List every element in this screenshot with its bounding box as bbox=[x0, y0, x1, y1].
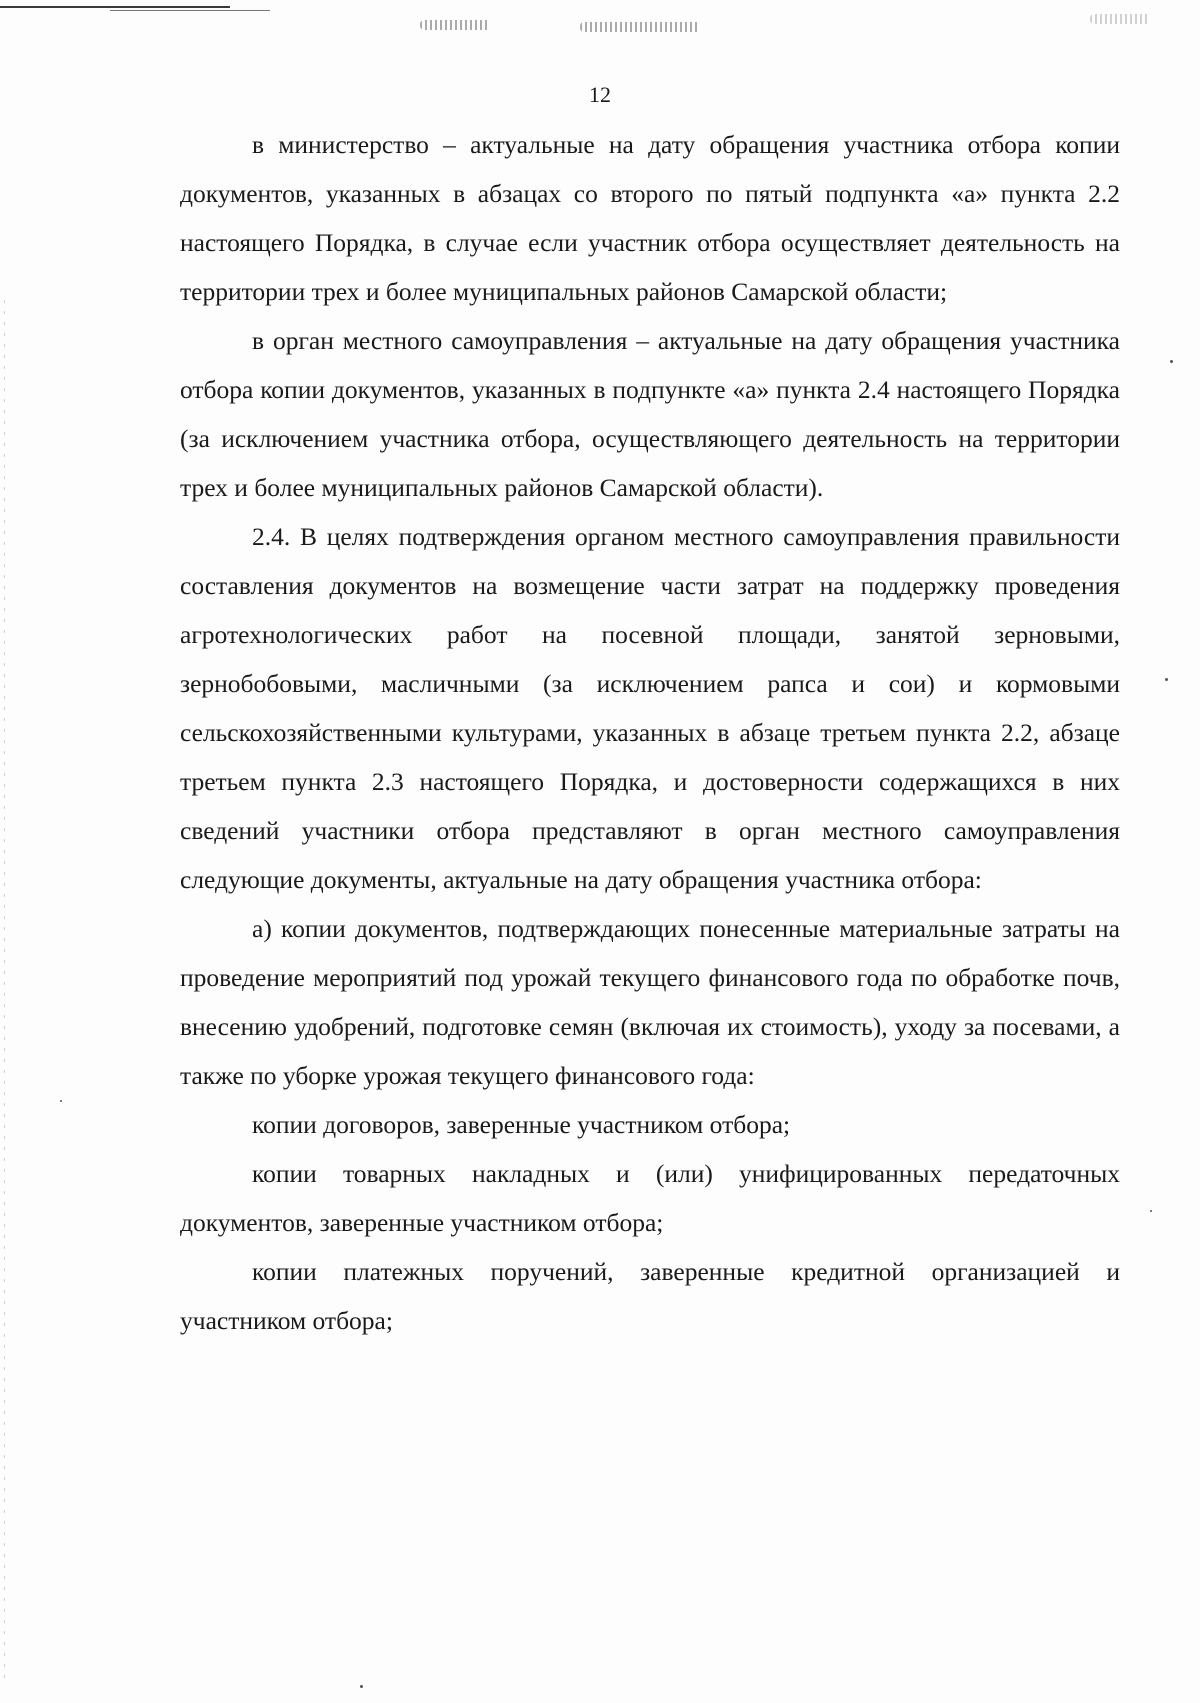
paragraph: в министерство – актуальные на дату обращения участника отбора копии документов, указанных в абзацах со второго по пятый подпункта «а» пункта 2.2 настоящего Порядка, в случае если участник отбора осуществляет деятельность на территории трех и более муниципальных районов Самарской области; bbox=[180, 130, 1120, 306]
paragraph: 2.4. В целях подтверждения органом местного самоуправления правильности составления документов на возмещение части затрат на поддержку проведения агротехнологических работ на посевной площади, занятой зерновыми, зернобобовыми, масличными (за исключением рапса и сои) и кормовыми сельскохозяйственными культурами, указанных в абзаце третьем пункта 2.2, абзаце третьем пункта 2.3 настоящего Порядка, и достоверности содержащихся в них сведений участники отбора представляют в орган местного самоуправления следующие документы, актуальные на дату обращения участника отбора: bbox=[180, 522, 1120, 894]
page-number: 12 bbox=[589, 82, 611, 107]
paragraph: копии платежных поручений, заверенные кредитной организацией и участником отбора; bbox=[180, 1257, 1120, 1335]
scan-artifact-smudge bbox=[420, 20, 490, 30]
scan-artifact-speck bbox=[1150, 1210, 1152, 1212]
scan-artifact-speck bbox=[1170, 360, 1173, 363]
scan-artifact-line bbox=[110, 10, 270, 11]
scan-artifact-edge bbox=[4, 300, 5, 1680]
paragraph: а) копии документов, подтверждающих понесенные материальные затраты на проведение мероприятий под урожай текущего финансового года по обработке почв, внесению удобрений, подготовке семян (включая их стоимость), уходу за посевами, а также по уборке урожая текущего финансового года: bbox=[180, 914, 1120, 1090]
scan-artifact-smudge bbox=[1090, 14, 1150, 24]
scan-artifact-speck bbox=[360, 1685, 363, 1688]
scan-artifact-smudge bbox=[580, 22, 700, 32]
scan-artifact-line bbox=[0, 6, 230, 8]
document-body bbox=[180, 120, 1120, 1345]
scan-artifact-speck bbox=[1165, 678, 1168, 681]
paragraph: копии договоров, заверенные участником отбора; bbox=[252, 1110, 791, 1139]
paragraph: в орган местного самоуправления – актуальные на дату обращения участника отбора копии документов, указанных в подпункте «а» пункта 2.4 настоящего Порядка (за исключением участника отбора, осуществляющего деятельность на территории трех и более муниципальных районов Самарской области). bbox=[180, 326, 1120, 502]
paragraph: копии товарных накладных и (или) унифицированных передаточных документов, заверенные участником отбора; bbox=[180, 1159, 1120, 1237]
scan-artifact-speck bbox=[60, 1100, 62, 1102]
